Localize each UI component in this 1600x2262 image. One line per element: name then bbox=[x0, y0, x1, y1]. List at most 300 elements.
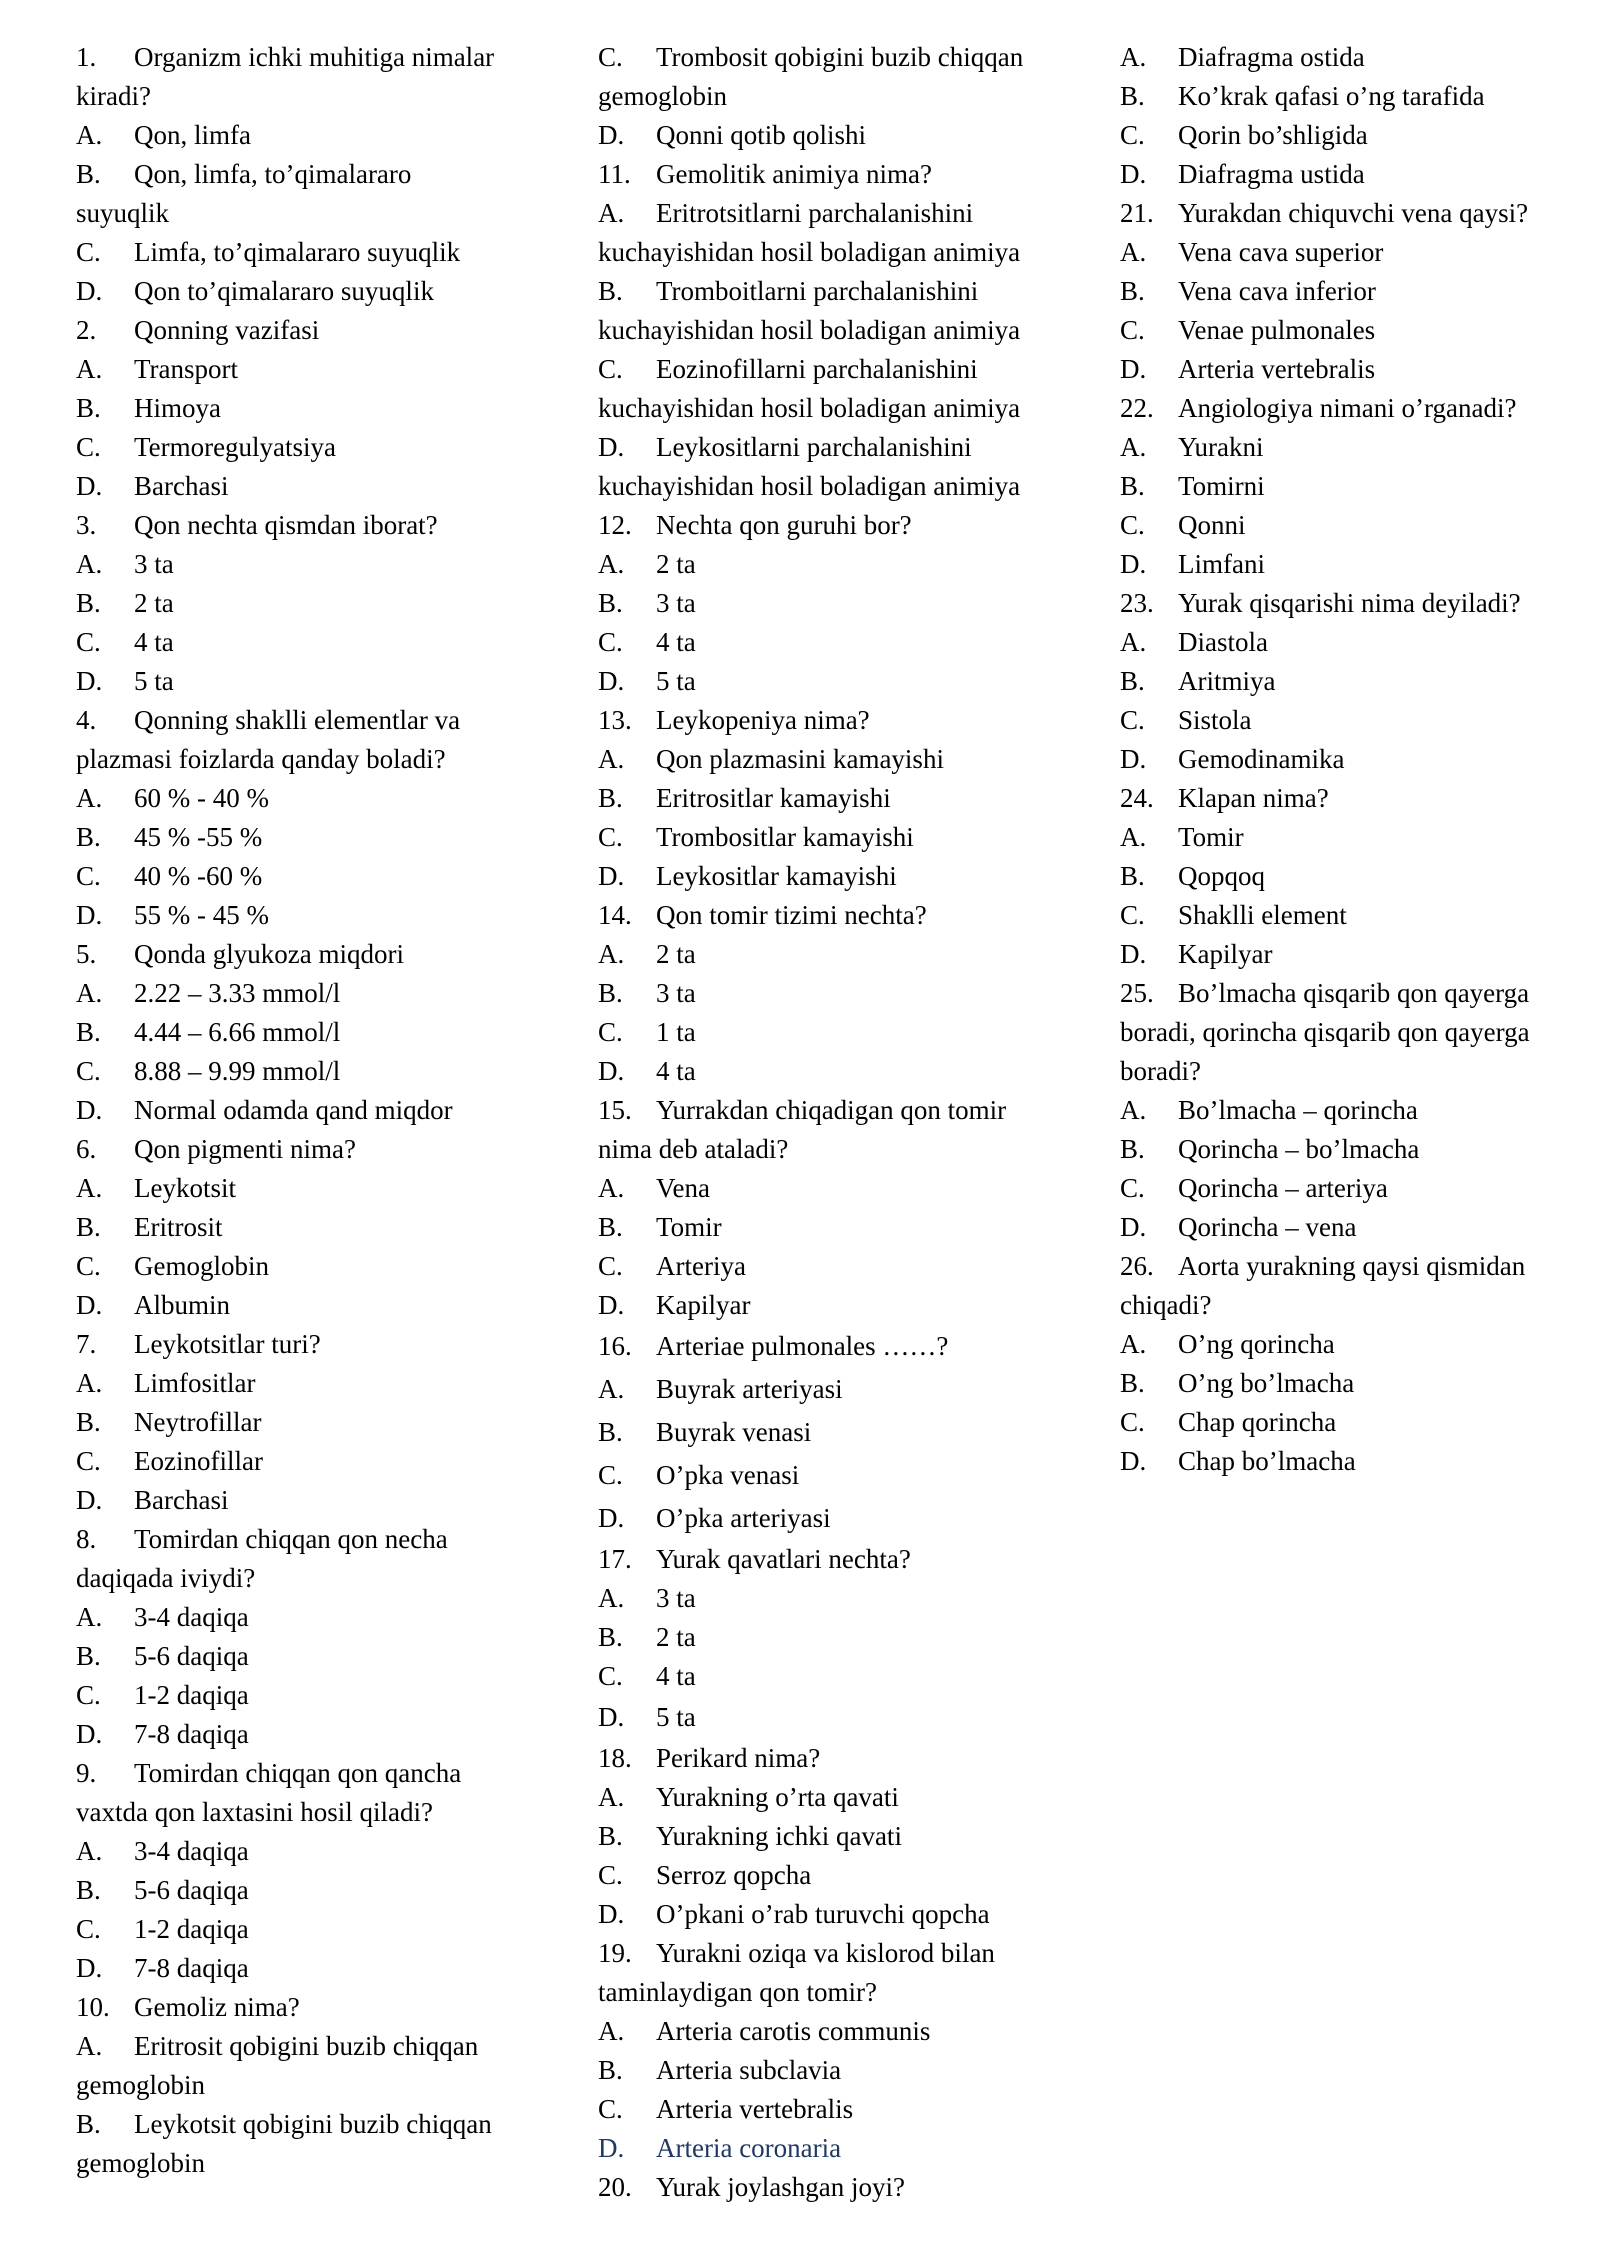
option-line bbox=[598, 1497, 1078, 1540]
option-line bbox=[1120, 935, 1585, 974]
option-text: Yurakning o’rta qavati bbox=[656, 1782, 899, 1812]
option-line bbox=[1120, 311, 1585, 350]
question-line bbox=[598, 1091, 1078, 1130]
option-text: 5 ta bbox=[134, 666, 174, 696]
option-text: Vena bbox=[656, 1173, 710, 1203]
option-letter: D. bbox=[1120, 354, 1147, 384]
option-text: 5 ta bbox=[656, 666, 696, 696]
option-text: Shaklli element bbox=[1178, 900, 1347, 930]
option-letter: B. bbox=[1120, 1134, 1145, 1164]
option-letter: B. bbox=[76, 1875, 101, 1905]
option-text: O’ng qorincha bbox=[1178, 1329, 1335, 1359]
option-line bbox=[76, 779, 546, 818]
option-text: Barchasi bbox=[134, 1485, 229, 1515]
continuation-line bbox=[598, 389, 1078, 428]
option-line bbox=[598, 1454, 1078, 1497]
question-text: Klapan nima? bbox=[1178, 783, 1329, 813]
option-text: 7-8 daqiqa bbox=[134, 1953, 249, 1983]
option-line bbox=[1120, 545, 1585, 584]
option-letter: A. bbox=[598, 939, 625, 969]
option-text: Tomir bbox=[1178, 822, 1244, 852]
option-line bbox=[598, 1618, 1078, 1657]
option-text: Barchasi bbox=[134, 471, 229, 501]
option-text: 3 ta bbox=[656, 1583, 696, 1613]
option-letter: C. bbox=[76, 1914, 101, 1944]
option-text: 4.44 – 6.66 mmol/l bbox=[134, 1017, 341, 1047]
question-number: 3. bbox=[76, 510, 97, 540]
option-text: Eozinofillarni parchalanishini bbox=[656, 354, 978, 384]
option-text: Diafragma ustida bbox=[1178, 159, 1365, 189]
option-text: Eritrosit bbox=[134, 1212, 223, 1242]
option-line bbox=[76, 155, 546, 194]
option-letter: B. bbox=[76, 822, 101, 852]
continuation-line bbox=[1120, 1286, 1585, 1325]
option-line bbox=[598, 1169, 1078, 1208]
option-letter: A. bbox=[1120, 42, 1147, 72]
option-line bbox=[76, 1403, 546, 1442]
option-text: Arteria subclavia bbox=[656, 2055, 842, 2085]
option-letter: D. bbox=[76, 1485, 103, 1515]
option-letter: A. bbox=[76, 783, 103, 813]
line-text: suyuqlik bbox=[76, 198, 170, 228]
option-text: Arteria carotis communis bbox=[656, 2016, 931, 2046]
question-text: Organizm ichki muhitiga nimalar bbox=[134, 42, 495, 72]
question-line bbox=[1120, 779, 1585, 818]
option-line bbox=[598, 1368, 1078, 1411]
option-text: 3-4 daqiqa bbox=[134, 1602, 249, 1632]
option-text: Tromboitlarni parchalanishini bbox=[656, 276, 979, 306]
question-number: 18. bbox=[598, 1743, 632, 1773]
option-letter: D. bbox=[598, 1056, 625, 1086]
line-text: boradi? bbox=[1120, 1056, 1201, 1086]
question-number: 8. bbox=[76, 1524, 97, 1554]
question-line bbox=[598, 701, 1078, 740]
question-number: 21. bbox=[1120, 198, 1154, 228]
question-number: 26. bbox=[1120, 1251, 1154, 1281]
question-number: 16. bbox=[598, 1331, 632, 1361]
option-letter: D. bbox=[598, 1702, 625, 1732]
option-line bbox=[76, 389, 546, 428]
option-line bbox=[1120, 1325, 1585, 1364]
option-line bbox=[598, 38, 1078, 77]
option-letter: C. bbox=[76, 432, 101, 462]
question-line bbox=[76, 1520, 546, 1559]
option-letter: B. bbox=[1120, 471, 1145, 501]
option-letter: B. bbox=[598, 2055, 623, 2085]
question-number: 5. bbox=[76, 939, 97, 969]
option-line bbox=[598, 1013, 1078, 1052]
option-line bbox=[76, 1364, 546, 1403]
option-text: Normal odamda qand miqdor bbox=[134, 1095, 453, 1125]
option-line bbox=[76, 1247, 546, 1286]
line-text: plazmasi foizlarda qanday boladi? bbox=[76, 744, 446, 774]
option-letter: C. bbox=[598, 42, 623, 72]
question-text: Tomirdan chiqqan qon qancha bbox=[134, 1758, 462, 1788]
option-text: Leykositlar kamayishi bbox=[656, 861, 897, 891]
option-letter: C. bbox=[1120, 120, 1145, 150]
option-text: Qon, limfa, to’qimalararo bbox=[134, 159, 412, 189]
option-text: 55 % - 45 % bbox=[134, 900, 269, 930]
option-line bbox=[1120, 857, 1585, 896]
question-text: Yurakni oziqa va kislorod bilan bbox=[656, 1938, 995, 1968]
question-line bbox=[76, 1325, 546, 1364]
continuation-line bbox=[598, 1130, 1078, 1169]
option-text: Eozinofillar bbox=[134, 1446, 263, 1476]
option-letter: A. bbox=[1120, 237, 1147, 267]
option-letter: C. bbox=[598, 822, 623, 852]
option-letter: C. bbox=[76, 627, 101, 657]
option-line bbox=[76, 350, 546, 389]
option-line bbox=[76, 818, 546, 857]
option-line bbox=[598, 1247, 1078, 1286]
option-text: Neytrofillar bbox=[134, 1407, 262, 1437]
option-letter: A. bbox=[598, 1583, 625, 1613]
option-line bbox=[76, 545, 546, 584]
option-line bbox=[598, 1579, 1078, 1618]
option-line bbox=[76, 584, 546, 623]
question-number: 6. bbox=[76, 1134, 97, 1164]
option-text: Qorincha – bo’lmacha bbox=[1178, 1134, 1420, 1164]
option-letter: B. bbox=[76, 1407, 101, 1437]
option-line bbox=[1120, 623, 1585, 662]
option-line bbox=[598, 1856, 1078, 1895]
option-text: Vena cava inferior bbox=[1178, 276, 1376, 306]
option-text: Transport bbox=[134, 354, 239, 384]
option-text: 3 ta bbox=[656, 978, 696, 1008]
option-letter: D. bbox=[1120, 1212, 1147, 1242]
option-line bbox=[76, 1871, 546, 1910]
line-text: kiradi? bbox=[76, 81, 151, 111]
option-text: 4 ta bbox=[656, 1056, 696, 1086]
option-text: Qon plazmasini kamayishi bbox=[656, 744, 944, 774]
option-line bbox=[598, 974, 1078, 1013]
option-text: Qon to’qimalararo suyuqlik bbox=[134, 276, 434, 306]
question-line bbox=[598, 155, 1078, 194]
option-letter: C. bbox=[598, 1860, 623, 1890]
question-line bbox=[1120, 389, 1585, 428]
question-number: 11. bbox=[598, 159, 631, 189]
question-number: 25. bbox=[1120, 978, 1154, 1008]
question-number: 4. bbox=[76, 705, 97, 735]
option-letter: C. bbox=[598, 1017, 623, 1047]
option-text: Eritrosit qobigini buzib chiqqan bbox=[134, 2031, 479, 2061]
option-line bbox=[598, 272, 1078, 311]
option-letter: C. bbox=[76, 861, 101, 891]
option-letter: A. bbox=[598, 1374, 625, 1404]
option-text: Qorin bo’shligida bbox=[1178, 120, 1368, 150]
continuation-line bbox=[76, 1559, 546, 1598]
question-number: 23. bbox=[1120, 588, 1154, 618]
question-line bbox=[1120, 1247, 1585, 1286]
option-text: 5 ta bbox=[656, 1702, 696, 1732]
option-text: 8.88 – 9.99 mmol/l bbox=[134, 1056, 341, 1086]
option-letter: B. bbox=[598, 1212, 623, 1242]
option-text: 2 ta bbox=[656, 1622, 696, 1652]
question-number: 24. bbox=[1120, 783, 1154, 813]
question-line bbox=[76, 701, 546, 740]
option-text: Qopqoq bbox=[1178, 861, 1265, 891]
option-line bbox=[1120, 896, 1585, 935]
option-letter: B. bbox=[76, 1017, 101, 1047]
question-text: Yurak qisqarishi nima deyiladi? bbox=[1178, 588, 1521, 618]
option-letter: B. bbox=[598, 783, 623, 813]
option-line bbox=[76, 1676, 546, 1715]
line-text: kuchayishidan hosil boladigan animiya bbox=[598, 471, 1021, 501]
option-letter: D. bbox=[598, 432, 625, 462]
option-letter: B. bbox=[76, 159, 101, 189]
question-line bbox=[598, 1739, 1078, 1778]
option-line bbox=[1120, 506, 1585, 545]
option-text: 2 ta bbox=[134, 588, 174, 618]
option-letter: A. bbox=[1120, 432, 1147, 462]
continuation-line bbox=[598, 311, 1078, 350]
line-text: gemoglobin bbox=[598, 81, 727, 111]
option-letter: C. bbox=[1120, 1407, 1145, 1437]
question-text: Aorta yurakning qaysi qismidan bbox=[1178, 1251, 1526, 1281]
option-line bbox=[76, 1637, 546, 1676]
question-line bbox=[76, 1988, 546, 2027]
question-text: Nechta qon guruhi bor? bbox=[656, 510, 912, 540]
option-letter: D. bbox=[1120, 1446, 1147, 1476]
continuation-line bbox=[1120, 1052, 1585, 1091]
option-letter: C. bbox=[1120, 900, 1145, 930]
question-line bbox=[1120, 974, 1585, 1013]
option-letter: A. bbox=[598, 198, 625, 228]
option-line bbox=[598, 740, 1078, 779]
option-letter: C. bbox=[76, 237, 101, 267]
option-letter: A. bbox=[76, 1173, 103, 1203]
option-letter: A. bbox=[76, 2031, 103, 2061]
question-text: Qonda glyukoza miqdori bbox=[134, 939, 404, 969]
option-text: 1-2 daqiqa bbox=[134, 1914, 249, 1944]
continuation-line bbox=[76, 2066, 546, 2105]
option-letter: A. bbox=[76, 354, 103, 384]
option-letter: B. bbox=[76, 588, 101, 618]
option-line bbox=[598, 194, 1078, 233]
option-line bbox=[76, 467, 546, 506]
option-text: Limfani bbox=[1178, 549, 1265, 579]
option-letter: D. bbox=[76, 1953, 103, 1983]
option-letter: A. bbox=[76, 120, 103, 150]
option-line bbox=[598, 857, 1078, 896]
option-letter: A. bbox=[76, 549, 103, 579]
option-letter: D. bbox=[598, 120, 625, 150]
option-text: Vena cava superior bbox=[1178, 237, 1384, 267]
option-line bbox=[598, 935, 1078, 974]
option-text: 5-6 daqiqa bbox=[134, 1875, 249, 1905]
option-line bbox=[1120, 1364, 1585, 1403]
continuation-line bbox=[76, 1793, 546, 1832]
option-letter: D. bbox=[76, 276, 103, 306]
option-letter: A. bbox=[1120, 627, 1147, 657]
option-letter: C. bbox=[1120, 315, 1145, 345]
option-line bbox=[76, 428, 546, 467]
option-text: Tomirni bbox=[1178, 471, 1265, 501]
question-line bbox=[1120, 194, 1585, 233]
option-letter: B. bbox=[598, 588, 623, 618]
option-letter: C. bbox=[1120, 510, 1145, 540]
option-line bbox=[76, 1169, 546, 1208]
option-text: O’ng bo’lmacha bbox=[1178, 1368, 1355, 1398]
continuation-line bbox=[598, 1973, 1078, 2012]
option-line bbox=[598, 2012, 1078, 2051]
question-text: Yurakdan chiquvchi vena qaysi? bbox=[1178, 198, 1529, 228]
line-text: kuchayishidan hosil boladigan animiya bbox=[598, 315, 1021, 345]
line-text: kuchayishidan hosil boladigan animiya bbox=[598, 237, 1021, 267]
option-text: 60 % - 40 % bbox=[134, 783, 269, 813]
option-letter: A. bbox=[76, 1368, 103, 1398]
question-line bbox=[1120, 584, 1585, 623]
option-line bbox=[76, 662, 546, 701]
option-line bbox=[1120, 1130, 1585, 1169]
option-letter: A. bbox=[598, 1173, 625, 1203]
question-line bbox=[598, 1540, 1078, 1579]
option-line bbox=[598, 1895, 1078, 1934]
question-text: Arteriae pulmonales ……? bbox=[656, 1331, 949, 1361]
option-line bbox=[1120, 1208, 1585, 1247]
option-letter: B. bbox=[76, 1212, 101, 1242]
option-text: Yurakning ichki qavati bbox=[656, 1821, 902, 1851]
option-letter: C. bbox=[598, 2094, 623, 2124]
option-line bbox=[76, 233, 546, 272]
option-letter: D. bbox=[598, 1503, 625, 1533]
option-text: Gemodinamika bbox=[1178, 744, 1345, 774]
option-text: 4 ta bbox=[656, 1661, 696, 1691]
option-text: Trombosit qobigini buzib chiqqan bbox=[656, 42, 1024, 72]
option-text: 45 % -55 % bbox=[134, 822, 263, 852]
option-line bbox=[1120, 1169, 1585, 1208]
question-text: Qonning shaklli elementlar va bbox=[134, 705, 461, 735]
line-text: gemoglobin bbox=[76, 2070, 205, 2100]
question-line bbox=[76, 506, 546, 545]
option-text: Himoya bbox=[134, 393, 221, 423]
option-line bbox=[598, 1657, 1078, 1696]
option-line bbox=[1120, 116, 1585, 155]
option-line bbox=[76, 116, 546, 155]
question-text: Qon nechta qismdan iborat? bbox=[134, 510, 438, 540]
question-text: Leykopeniya nima? bbox=[656, 705, 870, 735]
option-line bbox=[76, 1715, 546, 1754]
option-line bbox=[598, 545, 1078, 584]
option-letter: D. bbox=[76, 900, 103, 930]
option-text: Aritmiya bbox=[1178, 666, 1276, 696]
option-letter: C. bbox=[598, 1661, 623, 1691]
option-letter: D. bbox=[1120, 159, 1147, 189]
option-line bbox=[76, 1481, 546, 1520]
option-text: Leykotsit qobigini buzib chiqqan bbox=[134, 2109, 492, 2139]
option-text: O’pka arteriyasi bbox=[656, 1503, 831, 1533]
option-letter: B. bbox=[1120, 861, 1145, 891]
option-text: Yurakni bbox=[1178, 432, 1264, 462]
option-letter: A. bbox=[598, 1782, 625, 1812]
question-number: 14. bbox=[598, 900, 632, 930]
option-line bbox=[1120, 1442, 1585, 1481]
option-letter: C. bbox=[1120, 1173, 1145, 1203]
question-number: 15. bbox=[598, 1095, 632, 1125]
option-line bbox=[1120, 77, 1585, 116]
option-line bbox=[76, 1286, 546, 1325]
option-letter: A. bbox=[598, 744, 625, 774]
question-text: Qon pigmenti nima? bbox=[134, 1134, 356, 1164]
option-line bbox=[1120, 1091, 1585, 1130]
option-letter: A. bbox=[598, 549, 625, 579]
option-line bbox=[76, 1013, 546, 1052]
option-letter: D. bbox=[1120, 549, 1147, 579]
option-letter: B. bbox=[76, 393, 101, 423]
continuation-line bbox=[598, 233, 1078, 272]
option-text: Termoregulyatsiya bbox=[134, 432, 337, 462]
option-text: 3 ta bbox=[656, 588, 696, 618]
option-text: Qonni qotib qolishi bbox=[656, 120, 867, 150]
continuation-line bbox=[598, 467, 1078, 506]
option-line bbox=[598, 1778, 1078, 1817]
question-line bbox=[76, 38, 546, 77]
question-number: 13. bbox=[598, 705, 632, 735]
option-line bbox=[76, 2027, 546, 2066]
option-line bbox=[76, 623, 546, 662]
question-line bbox=[76, 1754, 546, 1793]
question-text: Qon tomir tizimi nechta? bbox=[656, 900, 927, 930]
option-text: Eritrositlar kamayishi bbox=[656, 783, 891, 813]
column-1 bbox=[76, 38, 546, 2183]
option-letter: D. bbox=[76, 1719, 103, 1749]
option-line bbox=[598, 1208, 1078, 1247]
option-line bbox=[598, 116, 1078, 155]
option-text: Chap qorincha bbox=[1178, 1407, 1337, 1437]
continuation-line bbox=[76, 740, 546, 779]
question-number: 1. bbox=[76, 42, 97, 72]
option-letter: B. bbox=[1120, 1368, 1145, 1398]
line-text: chiqadi? bbox=[1120, 1290, 1212, 1320]
question-line bbox=[598, 506, 1078, 545]
option-text: Leykotsit bbox=[134, 1173, 236, 1203]
option-text: Leykositlarni parchalanishini bbox=[656, 432, 972, 462]
option-letter: A. bbox=[76, 978, 103, 1008]
question-text: Perikard nima? bbox=[656, 1743, 821, 1773]
question-text: Bo’lmacha qisqarib qon qayerga bbox=[1178, 978, 1530, 1008]
option-line bbox=[598, 662, 1078, 701]
question-text: Tomirdan chiqqan qon necha bbox=[134, 1524, 448, 1554]
question-text: Leykotsitlar turi? bbox=[134, 1329, 321, 1359]
option-letter: C. bbox=[598, 1251, 623, 1281]
option-letter: D. bbox=[1120, 744, 1147, 774]
option-line bbox=[1120, 428, 1585, 467]
option-letter: B. bbox=[598, 1417, 623, 1447]
option-line bbox=[1120, 740, 1585, 779]
line-text: vaxtda qon laxtasini hosil qiladi? bbox=[76, 1797, 433, 1827]
question-number: 20. bbox=[598, 2172, 632, 2202]
option-text: Serroz qopcha bbox=[656, 1860, 812, 1890]
option-line bbox=[76, 1442, 546, 1481]
option-text: 2 ta bbox=[656, 549, 696, 579]
option-text: Qon, limfa bbox=[134, 120, 251, 150]
question-number: 19. bbox=[598, 1938, 632, 1968]
line-text: daqiqada iviydi? bbox=[76, 1563, 256, 1593]
option-letter: C. bbox=[598, 354, 623, 384]
option-letter: D. bbox=[1120, 939, 1147, 969]
option-text: 1-2 daqiqa bbox=[134, 1680, 249, 1710]
option-text: 7-8 daqiqa bbox=[134, 1719, 249, 1749]
line-text: taminlaydigan qon tomir? bbox=[598, 1977, 877, 2007]
option-letter: D. bbox=[76, 471, 103, 501]
option-text: 3-4 daqiqa bbox=[134, 1836, 249, 1866]
option-letter: A. bbox=[1120, 822, 1147, 852]
option-letter: C. bbox=[76, 1446, 101, 1476]
option-text: 3 ta bbox=[134, 549, 174, 579]
continuation-line bbox=[598, 77, 1078, 116]
option-line bbox=[1120, 38, 1585, 77]
question-text: Gemoliz nima? bbox=[134, 1992, 300, 2022]
